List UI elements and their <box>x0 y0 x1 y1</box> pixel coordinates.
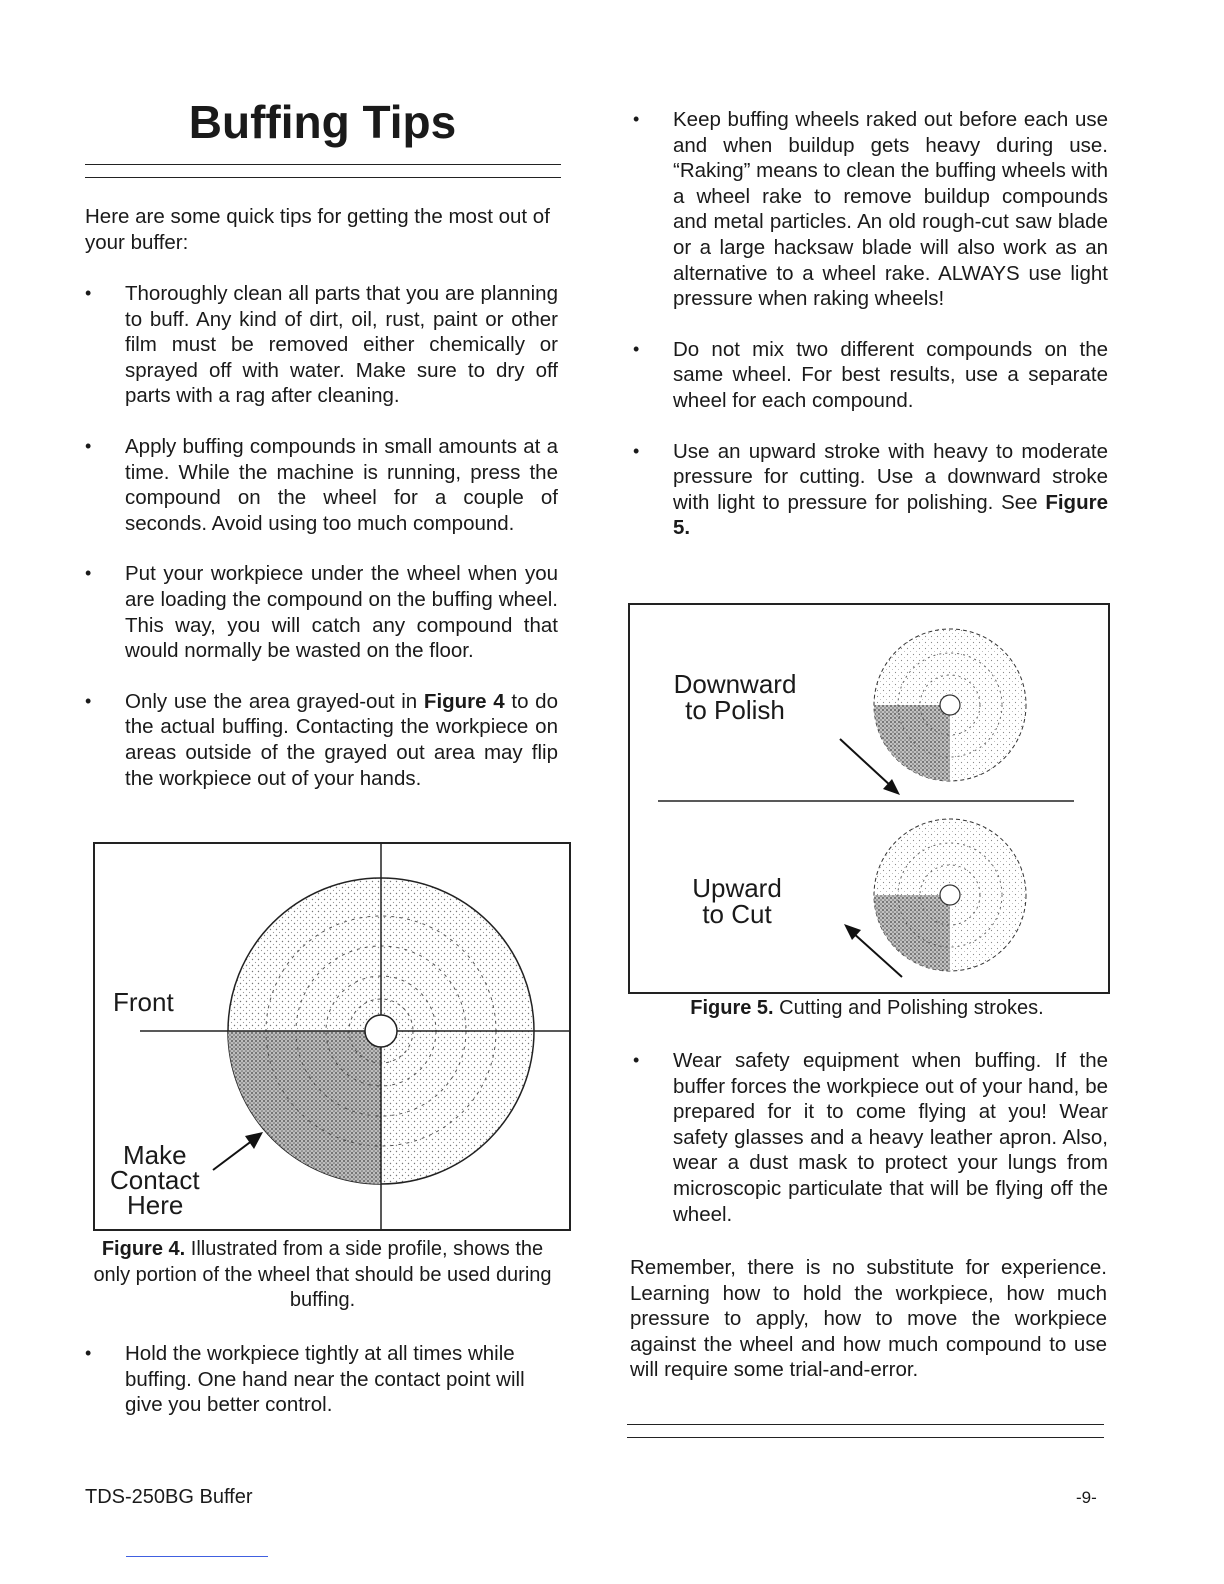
list-item <box>633 439 1108 541</box>
tip-grayed-area: Only use the area grayed-out in Figure 4 to do the actual buffing. Contacting the workpiece on areas outside of the grayed out area may flip the workpiece out of your hands. <box>125 689 558 790</box>
figure-5-box <box>628 603 1110 994</box>
bullet-icon: • <box>633 1050 640 1070</box>
intro-paragraph: Here are some quick tips for getting the most out of your buffer: <box>85 205 550 254</box>
wheel-hub <box>365 1015 397 1047</box>
list-item <box>633 107 1108 312</box>
list-item <box>633 1048 1108 1227</box>
bullet-icon: • <box>85 563 92 584</box>
bullet-icon: • <box>85 283 92 303</box>
to-polish-label: to Polish <box>685 695 785 725</box>
contact-label: Contact <box>110 1165 200 1195</box>
bullet-icon: • <box>633 109 640 129</box>
bullet-icon: • <box>633 440 640 461</box>
page-number: -9- <box>1076 1488 1097 1507</box>
figure-4-box <box>93 842 571 1231</box>
to-cut-label: to Cut <box>702 899 772 929</box>
list-item <box>85 1341 555 1418</box>
list-item <box>85 434 558 536</box>
title-rule-top <box>85 164 561 165</box>
downward-label: Downward <box>673 669 797 699</box>
tip-apply-compound: Apply buffing compounds in small amounts at a time. While the machine is running, press the compound on the wheel for a couple of seconds. Avoid using too much compound. <box>125 434 558 535</box>
bullet-icon: • <box>85 1343 92 1363</box>
left-tips-list-continued <box>85 1341 555 1418</box>
footer-model: TDS-250BG Buffer <box>85 1486 253 1508</box>
tip-hold-workpiece: Hold the workpiece tightly at all times while buffing. One hand near the contact point will give you better control. <box>125 1342 525 1417</box>
figure-4-caption: Figure 4. Illustrated from a side profile, shows the only portion of the wheel that should be used during buffing. <box>93 1238 552 1312</box>
closing-rule-bottom <box>627 1437 1104 1438</box>
bullet-icon: • <box>85 435 92 456</box>
list-item <box>85 281 558 409</box>
make-label: Make <box>123 1140 187 1170</box>
bullet-icon: • <box>85 690 92 711</box>
tip-rake-wheels: Keep buffing wheels raked out before each use and when buildup gets heavy during use. “Raking” means to clean the buffing wheels with a wheel rake to remove buildup compounds and metal particles. An old rough-cut saw blade or a large hacksaw blade will also work as an alternative to a wheel rake. ALWAYS use light pressure when raking wheels! <box>673 108 1108 311</box>
tip-separate-compounds: Do not mix two different compounds on the same wheel. For best results, use a separate wheel for each compound. <box>673 337 1108 412</box>
figure-5-reference: Figure 5. <box>673 490 1108 540</box>
upward-label: Upward <box>692 873 782 903</box>
tip-safety-equipment: Wear safety equipment when buffing. If the buffer forces the workpiece out of your hand, be prepared for it to come flying at you! Wear safety glasses and a heavy leather apron. Also, wear a dust mask to protect your lungs from microscopic particulate that will be flying off the wheel. <box>673 1049 1108 1226</box>
front-label: Front <box>113 987 174 1017</box>
list-item <box>633 337 1108 414</box>
right-tips-list-continued <box>633 1048 1108 1227</box>
bullet-icon: • <box>633 338 640 359</box>
tip-workpiece-under-wheel: Put your workpiece under the wheel when you are loading the compound on the buffing wheel. This way, you will catch any compound that would normally be wasted on the floor. <box>125 562 558 663</box>
list-item <box>85 689 558 791</box>
list-item <box>85 561 558 663</box>
title-rule-bottom <box>85 177 561 178</box>
closing-rule-top <box>627 1424 1104 1425</box>
left-tips-list <box>85 281 558 791</box>
stroke-direction-diagram <box>630 605 1108 992</box>
contact-area <box>228 1031 381 1184</box>
here-label: Here <box>127 1190 184 1220</box>
page-title: Buffing Tips <box>188 96 457 148</box>
right-tips-list <box>633 107 1108 541</box>
figure-4-reference: Figure 4 <box>423 689 505 713</box>
tip-stroke-direction: Use an upward stroke with heavy to moderate pressure for cutting. Use a downward stroke with light to pressure for polishing. See Figure 5. <box>673 439 1108 540</box>
tip-clean-parts: Thoroughly clean all parts that you are planning to buff. Any kind of dirt, oil, rust, paint or other film must be removed either chemically or sprayed off with water. Make sure to dry off parts with a rag after cleaning. <box>125 282 558 408</box>
cut-wheel <box>874 819 1026 971</box>
figure-5-caption: Figure 5. Cutting and Polishing strokes. <box>690 997 1044 1019</box>
polish-wheel <box>874 629 1026 781</box>
closing-paragraph: Remember, there is no substitute for experience. Learning how to hold the workpiece, how much pressure to apply, how to move the workpiece against the wheel and how much compound to use will require some trial-and-error. <box>630 1256 1107 1382</box>
scan-artifact-line <box>126 1556 268 1557</box>
